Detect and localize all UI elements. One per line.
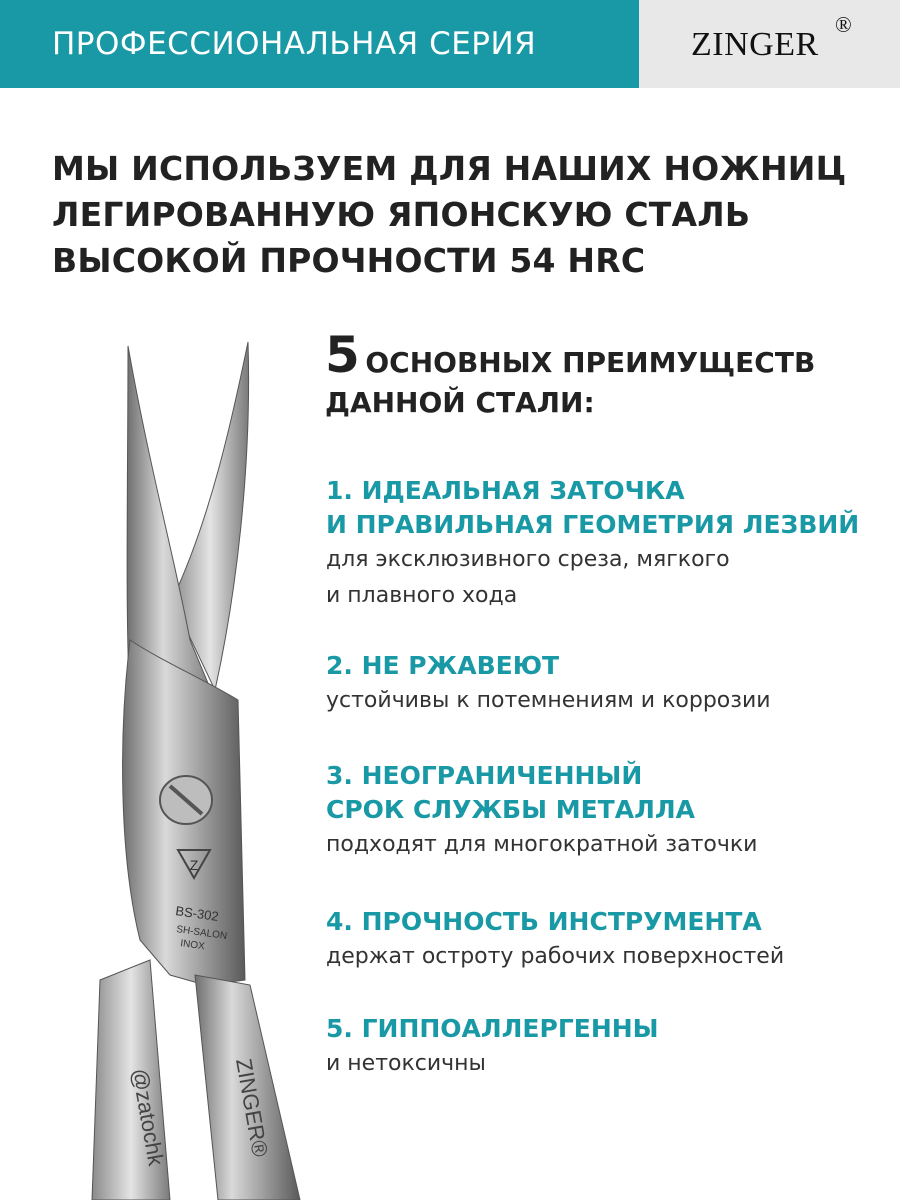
engraved-line1: SH-SALON — [175, 924, 228, 943]
headline-line: МЫ ИСПОЛЬЗУЕМ ДЛЯ НАШИХ НОЖНИЦ — [52, 149, 847, 188]
advantage-heading: И ПРАВИЛЬНАЯ ГЕОМЕТРИЯ ЛЕЗВИЙ — [326, 510, 860, 539]
advantage-description: устойчивы к потемнениям и коррозии — [326, 688, 771, 713]
headline-line: ЛЕГИРОВАННУЮ ЯПОНСКУЮ СТАЛЬ — [52, 195, 751, 234]
brand-logo — [639, 0, 900, 88]
advantage-heading: 1. ИДЕАЛЬНАЯ ЗАТОЧКА — [326, 476, 685, 505]
engraved-line2: INOX — [179, 938, 206, 953]
series-label: ПРОФЕССИОНАЛЬНАЯ СЕРИЯ — [52, 26, 537, 62]
advantage-heading: 3. НЕОГРАНИЧЕННЫЙ — [326, 761, 643, 790]
advantage-heading: 2. НЕ РЖАВЕЮТ — [326, 651, 560, 680]
headline-line: ВЫСОКОЙ ПРОЧНОСТИ 54 HRC — [52, 241, 646, 280]
handle-brand-engraving: ZINGER® — [231, 1056, 273, 1159]
engraved-model: BS-302 — [174, 903, 220, 925]
advantage-item-1 — [326, 474, 886, 614]
advantage-item-5 — [326, 1012, 886, 1082]
advantage-description: и плавного хода — [326, 583, 518, 608]
advantages-title — [325, 326, 816, 419]
advantage-heading: СРОК СЛУЖБЫ МЕТАЛЛА — [326, 795, 695, 824]
series-banner — [0, 0, 639, 88]
advantage-item-3 — [326, 759, 886, 863]
logo-text: ZINGER — [691, 26, 819, 63]
scissors-image — [0, 300, 320, 1200]
advantage-description: держат остроту рабочих поверхностей — [326, 944, 785, 969]
headline — [52, 146, 872, 284]
advantages-number: 5 — [325, 326, 360, 384]
registered-mark: ® — [835, 12, 852, 37]
advantages-title-line1: ОСНОВНЫХ ПРЕИМУЩЕСТВ — [365, 346, 816, 379]
advantage-heading: 4. ПРОЧНОСТЬ ИНСТРУМЕНТА — [326, 907, 762, 936]
advantage-item-2 — [326, 649, 886, 719]
engraved-logo-letter: Z — [189, 857, 199, 873]
advantage-description: для эксклюзивного среза, мягкого — [326, 547, 730, 572]
advantage-item-4 — [326, 905, 886, 975]
advantages-title-line2: ДАННОЙ СТАЛИ: — [325, 386, 595, 419]
advantage-heading: 5. ГИППОАЛЛЕРГЕННЫ — [326, 1014, 659, 1043]
advantage-description: подходят для многократной заточки — [326, 832, 758, 857]
handle-engraving: @zatochk — [127, 1066, 169, 1168]
advantage-description: и нетоксичны — [326, 1051, 486, 1076]
